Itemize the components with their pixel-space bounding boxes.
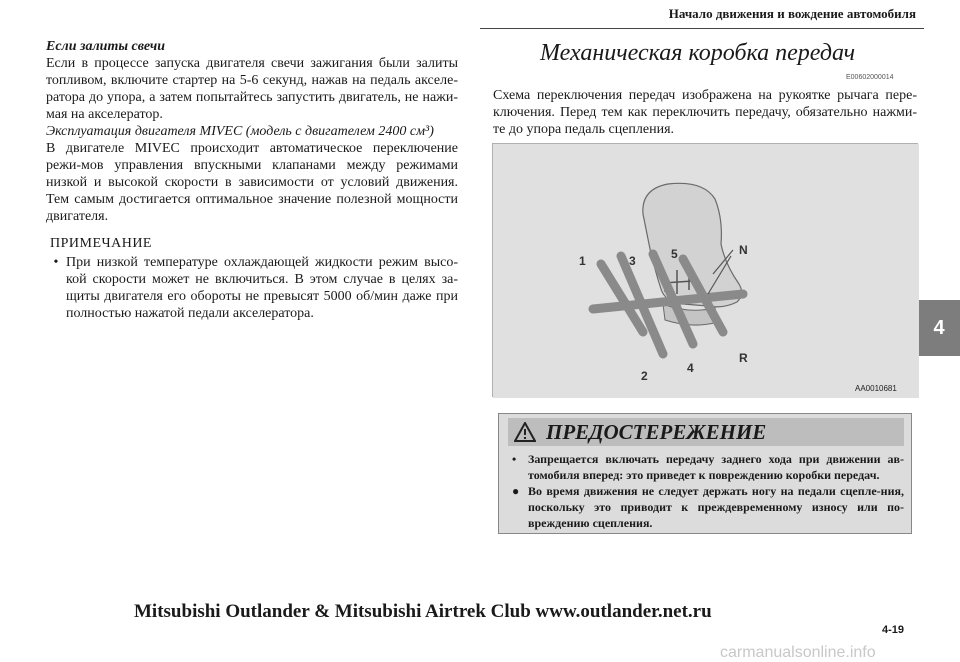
shift-pattern-figure xyxy=(492,143,918,397)
para-flooded-plugs: Если в процессе запуска двигателя свечи зажигания были залиты топливом, включите стартер на 5-6 секунд, нажав на педаль акселе-ратора до упора, а затем попытайтесь запустить двигатель, не нажи-мая на акселератор. xyxy=(46,56,458,122)
running-header: Начало движения и вождение автомобиля xyxy=(668,6,916,21)
gear-label-2: 2 xyxy=(641,369,648,383)
warning-bullet: ● xyxy=(512,484,520,498)
section-code: E00602000014 xyxy=(846,74,894,81)
warning-text: Запрещается включать передачу заднего хода при движении ав-томобиля вперед: это приведет к повреждению коробки передач. xyxy=(528,452,904,482)
gear-label-1: 1 xyxy=(579,254,586,268)
note-bullet: • xyxy=(53,255,59,270)
note-text: При низкой температуре охлаждающей жидкости режим высо-кой скорости может не включиться. В этом случае в целях за-щиты двигателя его обороты не превысят 5000 об/мин даже при полностью нажатой педали акселератора. xyxy=(66,255,458,321)
note-block xyxy=(46,235,458,322)
heading-mivec: Эксплуатация двигателя MIVEC (модель с двигателем 2400 см³) xyxy=(46,124,434,139)
left-column xyxy=(46,38,458,322)
intro-paragraph: Схема переключения передач изображена на рукоятке рычага пере-ключения. Перед тем как переключить передачу, обязательно нажми-те до упора педаль сцепления. xyxy=(493,88,917,137)
header-rule xyxy=(480,28,924,29)
gear-label-5: 5 xyxy=(671,247,678,261)
gear-label-r: R xyxy=(739,351,748,365)
footer-club-text: Mitsubishi Outlander & Mitsubishi Airtrek Club www.outlander.net.ru xyxy=(134,601,712,622)
para-mivec: В двигателе MIVEC происходит автоматическое переключение режи-мов управления впускными клапанами между режимами низкой и высокой скорости в зависимости от условий движения. Тем самым достигается оптимальное значение полезной мощности двигателя. xyxy=(46,141,458,224)
note-label: ПРИМЕЧАНИЕ xyxy=(50,236,152,251)
warning-title: ПРЕДОСТЕРЕЖЕНИЕ xyxy=(546,419,767,444)
note-item xyxy=(46,254,458,322)
chapter-tab: 4 xyxy=(918,300,960,356)
warning-list xyxy=(512,451,904,531)
section-title: Механическая коробка передач xyxy=(540,40,856,66)
watermark: carmanualsonline.info xyxy=(720,644,876,661)
warning-text: Во время движения не следует держать ногу на педали сцепле-ния, поскольку это приводит к преждевременному износу или по-вреждению сцепления. xyxy=(528,484,904,530)
gear-label-4: 4 xyxy=(687,361,694,375)
gear-label-3: 3 xyxy=(629,254,636,268)
warning-bullet: • xyxy=(512,452,517,466)
figure-code: AA0010681 xyxy=(855,384,897,393)
warning-triangle-icon xyxy=(514,422,536,442)
warning-item xyxy=(512,451,904,483)
heading-flooded-plugs: Если залиты свечи xyxy=(46,39,166,54)
page-number: 4-19 xyxy=(882,624,905,636)
shift-diagram xyxy=(493,144,919,398)
gear-label-n: N xyxy=(739,243,748,257)
warning-item xyxy=(512,483,904,531)
warning-header xyxy=(508,418,904,446)
